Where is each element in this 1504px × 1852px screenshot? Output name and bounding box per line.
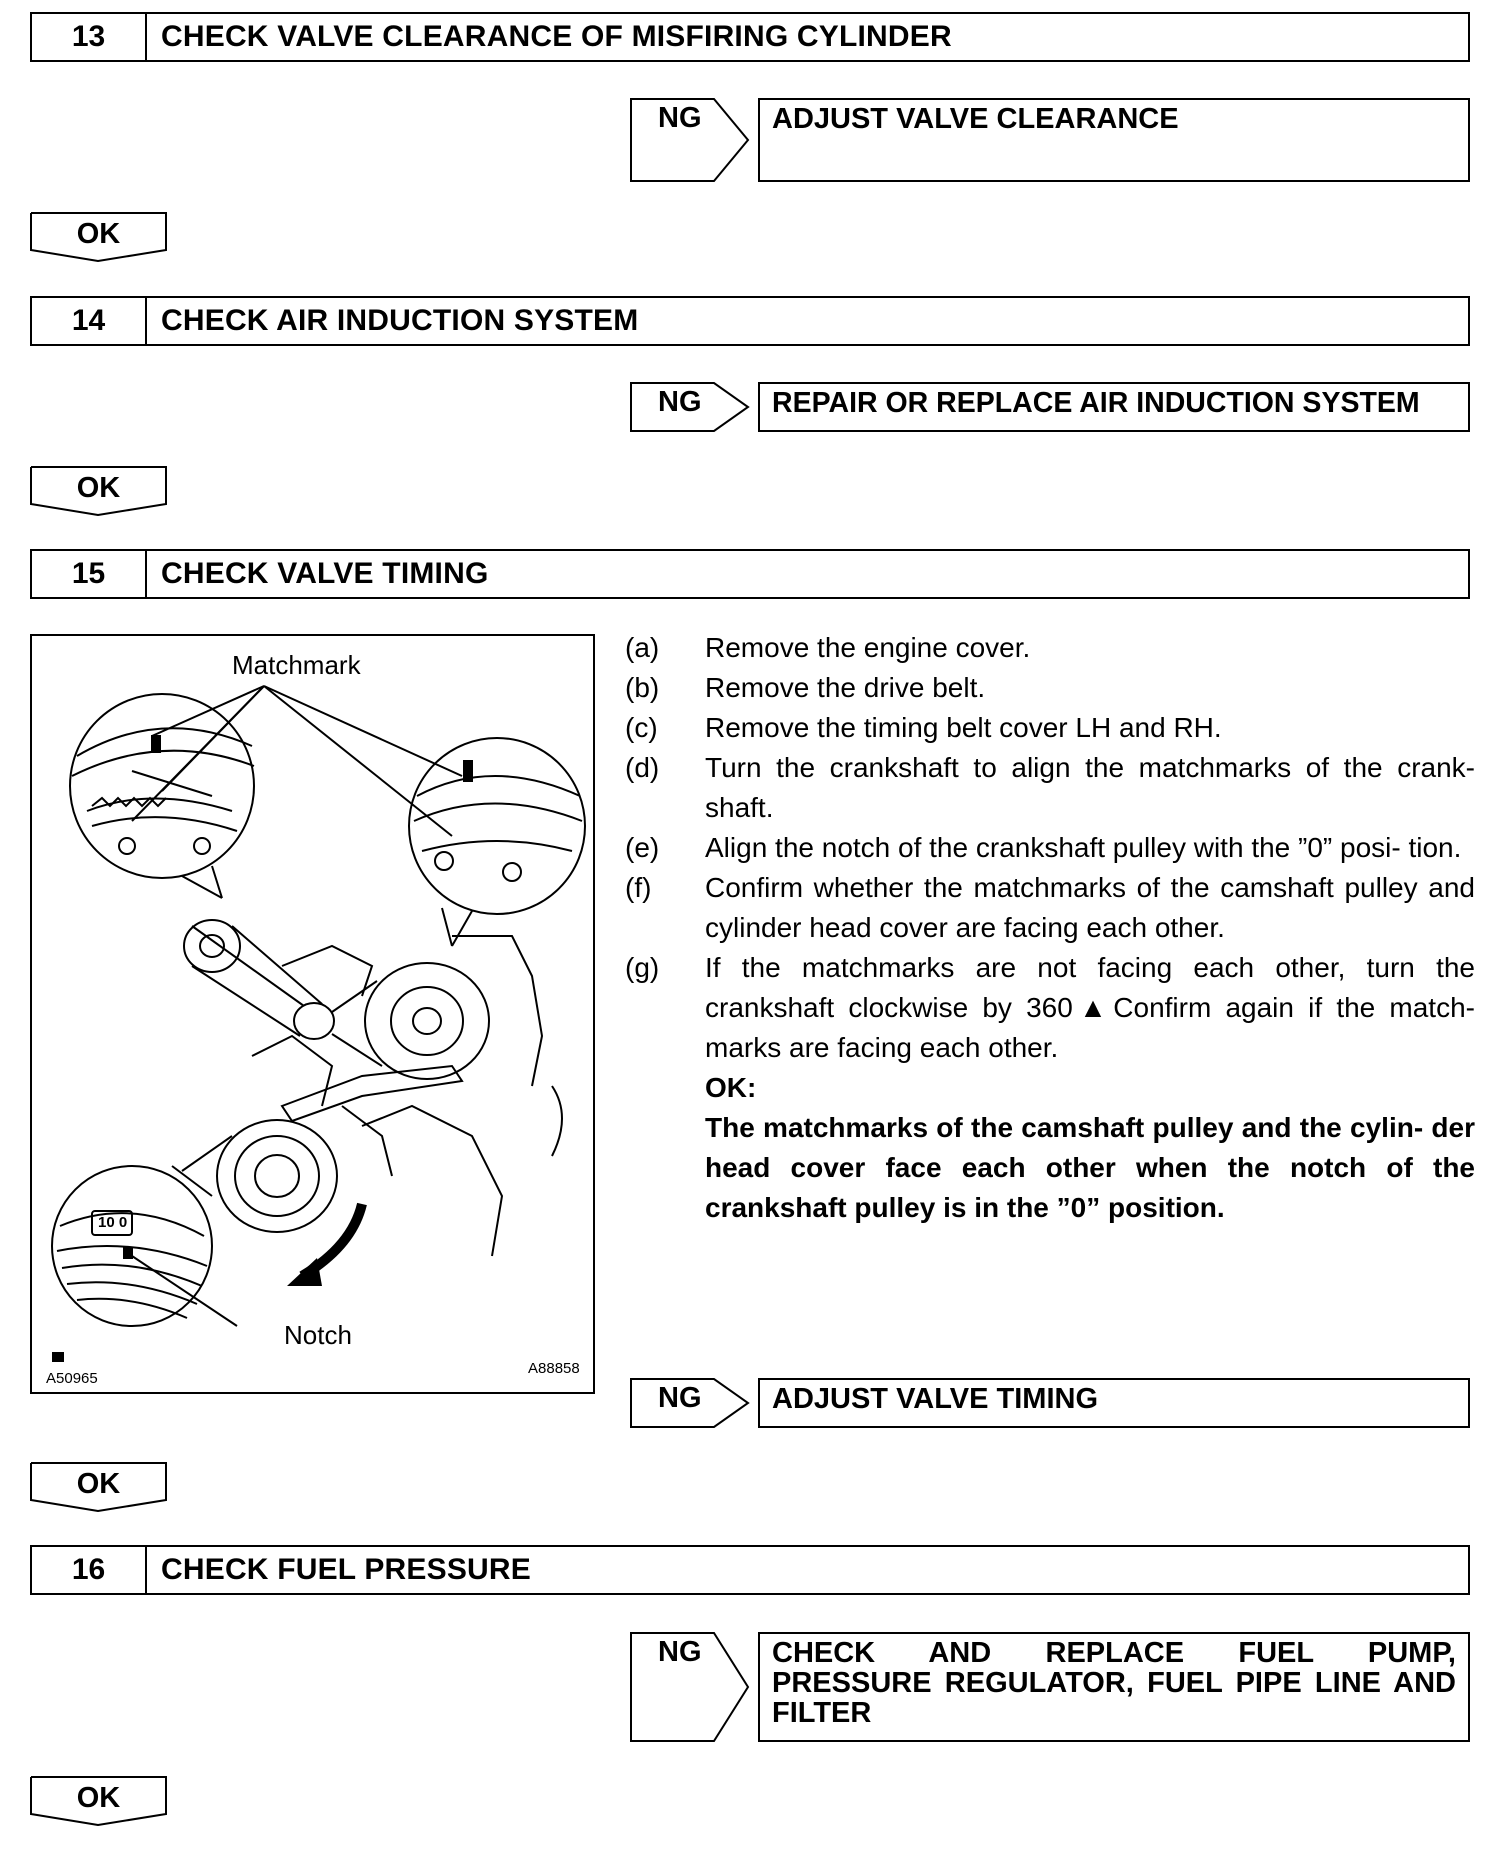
step-14-header [30,296,1470,346]
item-text: Remove the timing belt cover LH and RH. [705,712,1222,743]
step-title: CHECK VALVE TIMING [161,557,489,590]
ng-label: NG [658,386,702,418]
instruction-item [625,948,1475,1068]
ok-label: OK [76,1468,121,1500]
ng-indicator [630,98,750,182]
step-16-header [30,1545,1470,1595]
result-box [758,98,1470,182]
step-number: 15 [32,551,147,597]
ng-indicator [630,382,750,432]
instruction-item [625,628,1475,668]
item-mark: (e) [625,832,660,863]
engine-timing-drawing [32,636,593,1392]
item-mark: (c) [625,712,658,743]
result-line: FILTER [772,1697,872,1729]
result-box [758,382,1470,432]
item-text: Turn the crankshaft to align the matchmarks of the crank- shaft. [705,752,1475,823]
item-text: Confirm whether the matchmarks of the camshaft pulley and cylinder head cover are facing each other. [705,872,1475,943]
ng-label: NG [658,1382,702,1414]
item-text: Remove the engine cover. [705,632,1031,663]
instruction-item [625,868,1475,948]
figure-code-right: A88858 [528,1360,580,1377]
step-number: 16 [32,1547,147,1593]
ok-label: OK [76,218,121,250]
item-text: Align the notch of the crankshaft pulley with the ”0” posi- tion. [705,832,1462,863]
item-mark: (d) [625,752,660,783]
result-box [758,1632,1470,1742]
ok-label: OK [76,472,121,504]
item-mark: (g) [625,952,660,983]
figure-code-left: A50965 [46,1370,98,1387]
instruction-item [625,748,1475,828]
instruction-list [625,628,1475,1228]
step-title: CHECK AIR INDUCTION SYSTEM [161,304,639,337]
step-15-header [30,549,1470,599]
ok-heading: OK: [705,1072,757,1103]
item-text: Remove the drive belt. [705,672,986,703]
ok-tab [30,1776,167,1826]
result-text: REPAIR OR REPLACE AIR INDUCTION SYSTEM [772,387,1420,419]
ok-heading-row [625,1068,1475,1108]
step-13-header [30,12,1470,62]
ok-label: OK [76,1782,121,1814]
valve-timing-illustration [30,634,595,1394]
ok-tab [30,1462,167,1512]
result-text: ADJUST VALVE TIMING [772,1383,1098,1415]
result-box [758,1378,1470,1428]
matchmark-label: Matchmark [232,650,361,680]
item-mark: (f) [625,872,652,903]
ng-label: NG [658,102,702,134]
item-mark: (b) [625,672,660,703]
instruction-item [625,828,1475,868]
result-line: PRESSURE REGULATOR, FUEL PIPE LINE AND [772,1667,1456,1699]
ok-statement: The matchmarks of the camshaft pulley and the cylin- der head cover face each other when the notch of the crankshaft pulley is in the ”0” position. [705,1112,1475,1223]
ok-tab [30,212,167,262]
step-number: 14 [32,298,147,344]
ok-tab [30,466,167,516]
instruction-item [625,708,1475,748]
result-line: CHECK AND REPLACE FUEL PUMP, [772,1637,1456,1669]
ng-label: NG [658,1636,702,1668]
dial-text: 10 0 [98,1214,128,1231]
notch-label: Notch [284,1320,352,1350]
ok-statement-row [625,1108,1475,1228]
ng-indicator [630,1632,750,1742]
ng-indicator [630,1378,750,1428]
step-title: CHECK FUEL PRESSURE [161,1553,531,1586]
step-title: CHECK VALVE CLEARANCE OF MISFIRING CYLINDER [161,20,952,53]
instruction-item [625,668,1475,708]
item-mark: (a) [625,632,660,663]
result-text: ADJUST VALVE CLEARANCE [772,103,1179,135]
item-text: If the matchmarks are not facing each other, turn the crankshaft clockwise by 360▲Confirm again if the match- marks are facing each other. [705,952,1475,1063]
step-number: 13 [32,14,147,60]
